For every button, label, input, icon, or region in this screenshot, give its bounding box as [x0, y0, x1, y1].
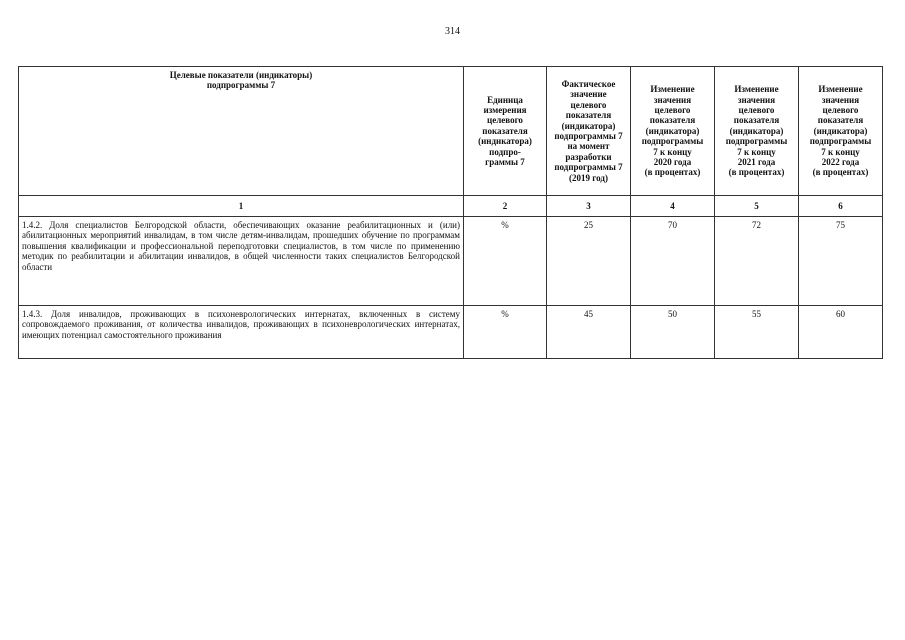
- column-number: 4: [631, 196, 715, 217]
- change-2021-cell: 72: [715, 217, 799, 306]
- column-number: 3: [547, 196, 631, 217]
- change-2020-cell: 50: [631, 306, 715, 359]
- actual-2019-cell: 45: [547, 306, 631, 359]
- change-2022-cell: 75: [799, 217, 883, 306]
- header-title-line1: Целевые показатели (индикаторы): [169, 70, 313, 80]
- header-unit: Единица измерения целевого показателя (индикатора) подпро- граммы 7: [464, 67, 547, 196]
- change-2021-cell: 55: [715, 306, 799, 359]
- column-number-row: [19, 196, 883, 217]
- indicators-table: [18, 66, 883, 359]
- header-indicator: [19, 67, 464, 196]
- unit-cell: %: [464, 306, 547, 359]
- actual-2019-cell: 25: [547, 217, 631, 306]
- column-number: 6: [799, 196, 883, 217]
- header-actual-2019: Фактическое значение целевого показателя (индикатора) подпрограммы 7 на момент разработки подпрограммы 7 (2019 год): [547, 67, 631, 196]
- column-number: 1: [19, 196, 464, 217]
- table-row: [19, 306, 883, 359]
- column-number: 5: [715, 196, 799, 217]
- header-change-2021: Изменение значения целевого показателя (индикатора) подпрограммы 7 к концу 2021 года (в процентах): [715, 67, 799, 196]
- header-title-line2: подпрограммы 7: [206, 80, 276, 91]
- header-change-2022: Изменение значения целевого показателя (индикатора) подпрограммы 7 к концу 2022 года (в процентах): [799, 67, 883, 196]
- unit-cell: %: [464, 217, 547, 306]
- change-2020-cell: 70: [631, 217, 715, 306]
- table-row: [19, 217, 883, 306]
- header-change-2020: Изменение значения целевого показателя (индикатора) подпрограммы 7 к концу 2020 года (в процентах): [631, 67, 715, 196]
- indicator-description: 1.4.3. Доля инвалидов, проживающих в психоневрологических интернатах, включенных в систему сопровождаемого проживания, от количества инвалидов, проживающих в психоневрологических интернатах, имеющих потенциал самостоятельного проживания: [19, 306, 464, 359]
- change-2022-cell: 60: [799, 306, 883, 359]
- page-number: 314: [445, 26, 460, 37]
- table-header-row: [19, 67, 883, 196]
- column-number: 2: [464, 196, 547, 217]
- indicator-description: 1.4.2. Доля специалистов Белгородской области, обеспечивающих оказание реабилитационных и (или) абилитационных мероприятий инвалидам, в том числе детям-инвалидам, прошедших обучение по программам повышения квалификации и профессиональной переподготовки специалистов, в том числе по применению методик по реабилитации и абилитации инвалидов, в общей численности таких специалистов Белгородской области: [19, 217, 464, 306]
